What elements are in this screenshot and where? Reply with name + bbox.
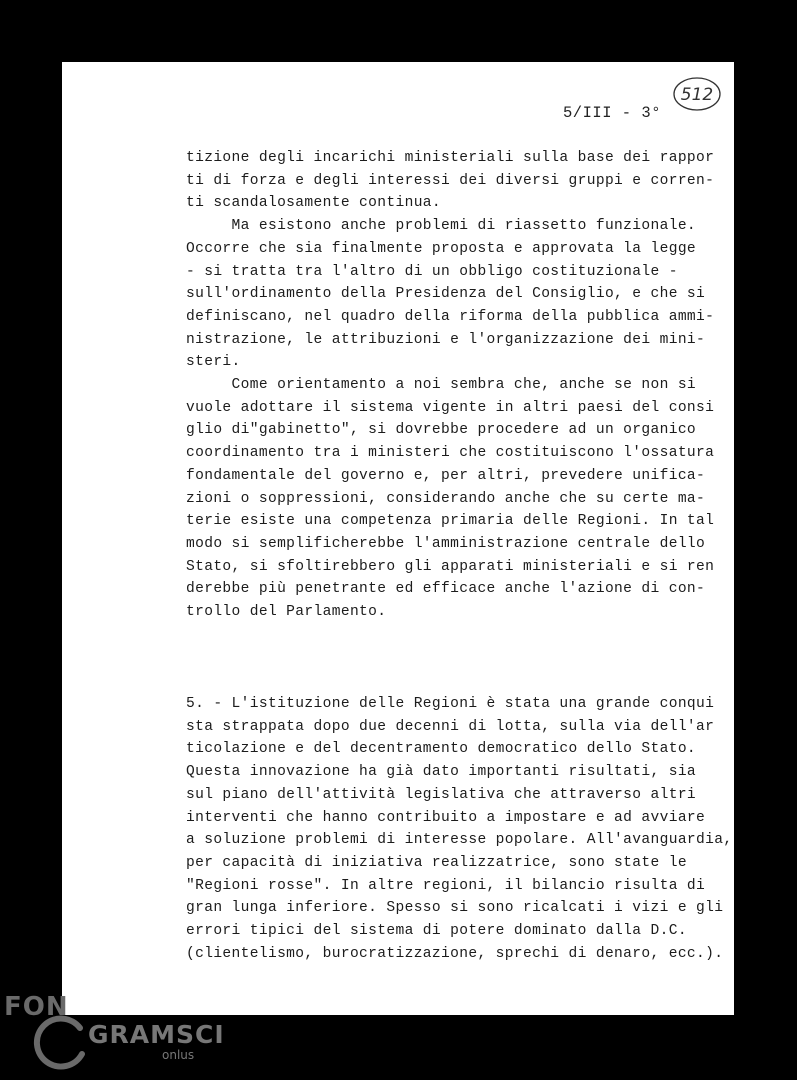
paragraph-block-2-line: sul piano dell'attività legislativa che attraverso altri	[186, 786, 697, 803]
paragraph-block-2-line: per capacità di iniziativa realizzatrice, sono state le	[186, 854, 687, 871]
paragraph-block-1-line: glio di"gabinetto", si dovrebbe procedere ad un organico	[186, 422, 697, 439]
paragraph-block-2-line: "Regioni rosse". In altre regioni, il bilancio risulta di	[186, 877, 706, 894]
paragraph-block-1-line: modo si semplificherebbe l'amministrazione centrale dello	[186, 535, 706, 552]
paragraph-block-2-line: Questa innovazione ha già dato importanti risultati, sia	[186, 764, 697, 781]
paragraph-block-1-line: terie esiste una competenza primaria delle Regioni. In tal	[186, 513, 715, 530]
paragraph-block-1-line: - si tratta tra l'altro di un obbligo costituzionale -	[186, 263, 678, 280]
paragraph-block-1-line: tizione degli incarichi ministeriali sulla base dei rappor	[186, 150, 715, 166]
page-reference: 5/III - 3°	[563, 104, 662, 122]
paragraph-block-2-line: a soluzione problemi di interesse popolare. All'avanguardia,	[186, 832, 733, 849]
watermark-sub-text: onlus	[162, 1048, 195, 1062]
paragraph-block-2-line: gran lunga inferiore. Spesso si sono ricalcati i vizi e gli	[186, 900, 724, 917]
stamp-number: 512	[680, 85, 714, 105]
paragraph-block-1-line: ti di forza e degli interessi dei diversi gruppi e corren-	[186, 172, 715, 189]
paragraph-block-1-line: vuole adottare il sistema vigente in altri paesi del consi	[186, 399, 715, 416]
paragraph-block-1-line: trollo del Parlamento.	[186, 604, 387, 621]
paragraph-block-1-line: sull'ordinamento della Presidenza del Consiglio, e che si	[186, 286, 706, 303]
paragraph-block-2-line: interventi che hanno contribuito a impostare e ad avviare	[186, 809, 706, 826]
watermark-top-text: FON	[4, 992, 69, 1022]
paragraph-block-1-line: Stato, si sfoltirebbero gli apparati ministeriali e si ren	[186, 558, 715, 575]
paragraph-block-1-line: definiscano, nel quadro della riforma della pubblica ammi-	[186, 308, 715, 325]
paragraph-block-2-line: (clientelismo, burocratizzazione, sprechi di denaro, ecc.).	[186, 945, 724, 962]
paragraph-block-1-line: ti scandalosamente continua.	[186, 195, 442, 212]
paragraph-block-1-line: nistrazione, le attribuzioni e l'organizzazione dei mini-	[186, 331, 706, 348]
paragraph-block-1-line: Occorre che sia finalmente proposta e approvata la legge	[186, 240, 697, 257]
paragraph-block-2-line: 5. - L'istituzione delle Regioni è stata una grande conqui	[186, 696, 715, 712]
paragraph-block-1-line: zioni o soppressioni, considerando anche che su certe ma-	[186, 490, 706, 507]
paragraph-block-2	[186, 693, 732, 965]
paragraph-block-1-line: fondamentale del governo e, per altri, prevedere unifica-	[186, 467, 706, 484]
paragraph-block-1-line: Come orientamento a noi sembra che, anche se non si	[186, 377, 697, 394]
paragraph-block-2-line: ticolazione e del decentramento democratico dello Stato.	[186, 741, 697, 758]
paragraph-block-1-line: steri.	[186, 354, 241, 371]
paragraph-block-2-line: errori tipici del sistema di potere dominato dalla D.C.	[186, 923, 687, 940]
watermark-ring-icon	[30, 1014, 90, 1074]
paragraph-block-1	[186, 147, 714, 624]
paragraph-block-2-line: sta strappata dopo due decenni di lotta, sulla via dell'ar	[186, 718, 715, 735]
paragraph-block-1-line: derebbe più penetrante ed efficace anche l'azione di con-	[186, 581, 706, 598]
page-number-stamp	[672, 76, 722, 112]
gramsci-watermark-logo	[0, 990, 225, 1080]
paragraph-block-1-line: coordinamento tra i ministeri che costituiscono l'ossatura	[186, 445, 715, 462]
watermark-main-text: GRAMSCI	[88, 1020, 225, 1049]
paragraph-block-1-line: Ma esistono anche problemi di riassetto funzionale.	[186, 218, 697, 235]
